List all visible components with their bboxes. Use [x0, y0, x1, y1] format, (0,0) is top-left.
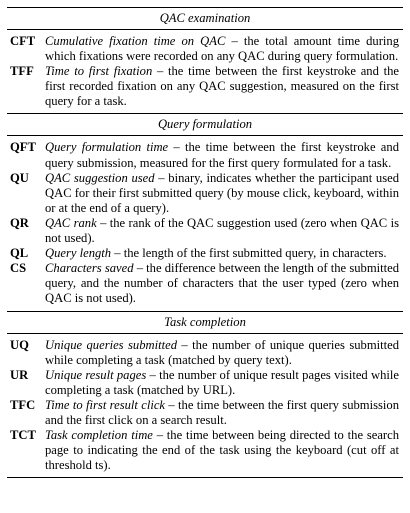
measure-definition: [45, 246, 403, 261]
measure-definition: [45, 368, 403, 398]
measure-description: – the length of the first submitted query, in characters.: [111, 246, 387, 261]
measure-definition: [45, 34, 403, 64]
section-query-formulation: [7, 113, 403, 310]
measure-definition: [45, 261, 403, 306]
measure-abbreviation: QR: [10, 215, 29, 230]
measure-term: Time to first result click: [45, 397, 166, 412]
measure-abbreviation: TFC: [10, 397, 36, 412]
measure-abbreviation: TFF: [10, 64, 34, 79]
measure-abbreviation: TCT: [10, 428, 36, 443]
measure-term: Query formulation time: [45, 140, 169, 155]
measure-description: – the total amount time during which fixations were recorded on any QAC during query formulation.: [45, 34, 399, 64]
table-row: [7, 171, 403, 216]
measure-abbreviation: QFT: [10, 140, 36, 155]
measure-term: Query length: [45, 246, 112, 261]
measure-definition: [45, 398, 403, 428]
measure-abbreviation: CFT: [10, 34, 36, 48]
measure-description: – the number of unique result pages visited while completing a task (matched by URL).: [45, 367, 399, 397]
section-task-completion: [7, 311, 403, 478]
measure-definition: [45, 140, 403, 170]
table-row: [7, 246, 403, 261]
measure-term: Characters saved: [45, 261, 134, 276]
measures-table: [7, 7, 403, 478]
measure-definition: [45, 64, 403, 109]
section-title: Task completion: [7, 311, 403, 334]
section-title: QAC examination: [7, 8, 403, 30]
measure-abbreviation: UR: [10, 367, 29, 382]
measure-term: Unique queries submitted: [45, 337, 177, 352]
table-row: [7, 428, 403, 473]
table-row: [7, 64, 403, 109]
table-row: [7, 338, 403, 368]
measure-description: – the time between the first keystroke and query submission, measured for the first query formulated for a task.: [45, 140, 399, 170]
section-qac-examination: [7, 8, 403, 113]
measure-abbreviation: CS: [10, 261, 27, 276]
measure-term: Task completion time: [45, 428, 153, 443]
measure-definition: [45, 338, 403, 368]
measure-description: – the time between being directed to the search page to indicating the end of the task using the keyboard (cut off at threshold ts).: [45, 428, 399, 473]
measure-abbreviation: QL: [10, 246, 29, 261]
measure-abbreviation: QU: [10, 170, 29, 185]
section-title: Query formulation: [7, 113, 403, 136]
table-row: [7, 398, 403, 428]
measure-description: – the time between the first query submission and the first click on a search result.: [45, 397, 399, 427]
measure-definition: [45, 428, 403, 473]
table-row: [7, 368, 403, 398]
measure-description: – the number of unique queries submitted while completing a task (matched by query text).: [45, 337, 400, 367]
measure-abbreviation: UQ: [10, 337, 29, 352]
table-row: [7, 216, 403, 246]
measure-term: Unique result pages: [45, 367, 147, 382]
measure-description: – binary, indicates whether the participant used QAC for their first submitted query (by mouse click, keyboard, within or at the end of a query).: [45, 170, 399, 215]
measure-definition: [45, 216, 403, 246]
table-row: [7, 140, 403, 170]
measure-term: QAC suggestion used: [45, 170, 155, 185]
measure-description: – the difference between the length of the submitted query, and the number of characters that the user typed (zero when QAC is not used).: [45, 261, 399, 306]
table-row: [7, 34, 403, 64]
table-row: [7, 261, 403, 306]
measure-term: Cumulative fixation time on QAC: [45, 34, 226, 48]
measure-description: – the rank of the QAC suggestion used (zero when QAC is not used).: [45, 215, 399, 246]
measure-description: – the time between the first keystroke and the first recorded fixation on any QAC suggestion, measured on the first query for a task.: [45, 64, 400, 109]
measure-term: QAC rank: [45, 215, 97, 230]
measure-definition: [45, 171, 403, 216]
measure-term: Time to first fixation: [45, 64, 153, 79]
